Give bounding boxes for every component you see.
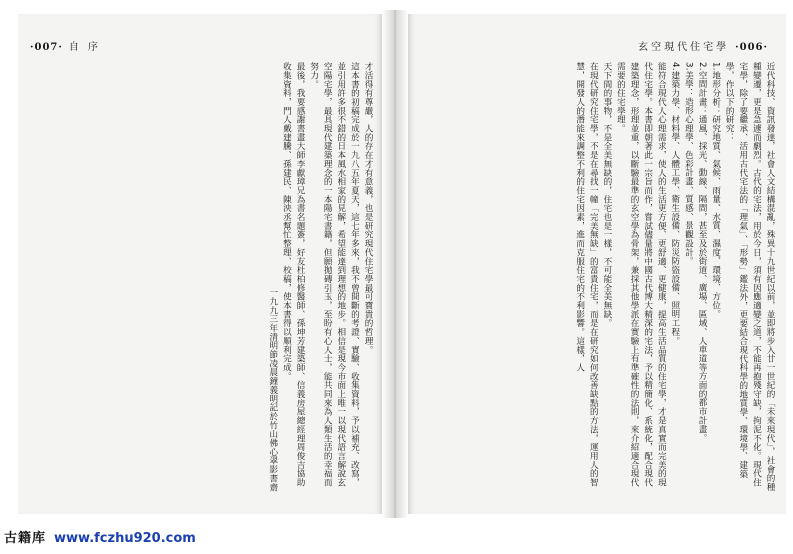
signature-line: 一九九三年清明節凌晨鐘義明記於竹山佛心翠影書齋 (267, 288, 278, 492)
paragraph: 近代科技、資訊發達，社會人文結構混亂，殊異十九世紀以前，並即將步入廿一世紀的「未來現代」，社會的種種變遷，更是急遽而劇烈。古代的宅法，用於今日，須有因應適變之道，不能再抱殘守缺，拘泥不化。現代住宅學，除了要繼承、活用古代宅法的「理氣」、「形勢」鑑法外，更要結合現代科學的地質學、環境學、建築學，作以下的研究： (724, 62, 775, 492)
left-page-header (30, 38, 107, 53)
list-item: 4.建築力學、材料學、人體工學、衛生設備、防災防盜設備、照明工程。 (669, 62, 680, 346)
left-page-text (32, 62, 374, 492)
left-running-title: 自 序 (68, 42, 102, 53)
watermark-site-name: 古籍库 (4, 531, 47, 546)
list-item: 3.美學：造形心理學、色彩計畫、質感、景觀設計。 (683, 62, 694, 266)
site-watermark (4, 527, 196, 546)
right-page-text (418, 62, 776, 492)
paragraph: 這本書的初稿完成於一九八五年夏天，這七年多來，我不曾間斷的考證、實驗、收集資料，予以補充、改寫，並引用許多很不錯的日本風水相家的見解，希望能達到理想的地步。相信是現今市面上唯一以現代語言解說玄空陽宅學，最具現代建築理念的一本陽宅書籍，但願拋磚引玉，至盼有心人士，能共同來為人類生活的幸福而努力。 (308, 62, 360, 487)
right-page-header (632, 38, 768, 53)
right-running-title: 玄空現代住宅學 (638, 42, 730, 53)
book-gutter (382, 10, 408, 518)
watermark-url: www.fczhu920.com (54, 531, 196, 546)
paragraph: 天下間的事物，不是全美無缺的，住宅也是一樣，不可能全美無缺。 (601, 62, 612, 328)
paragraph: 在現代研究住宅學，不是在尋找一幢「完美無缺」的富貴住宅，而是在研究如何改善缺點的方法，運用人的智慧，開發人的潛能來調整不利的住宅因素，進而克服住宅的不利影響。這樣，人 (574, 62, 599, 487)
paragraph: 最後，我要感謝書畫大師李獻璋兄為書名題簽，好友杜柏修醫師、孫坤芳建築師、信義房屋總經理周俊吉協助收集資料，門人戴建騰、孫建民、陳泱丞幫忙整理、校稿，使本書得以順利完成。 (281, 62, 306, 487)
paragraph: 能符合現代人心理需求，使人的生活更方便、更舒適、更健康，提高生活品質的住宅學，才是真實而完美的現代住宅學。本書即朝著此一宗旨而作，嘗試儘量將中國古代博大精深的宅法，予以精簡化、系統化，配合現代建築理念，形理並重，以斷驗最準的玄空學為骨架，兼採其他學派在實驗上有準確性的法則，來介紹適合現代需要的住宅學理。 (615, 62, 667, 487)
right-page (408, 14, 786, 514)
list-item: 1.地形分析：研究地質、氣候、雨量、水質、濕度、環境、方位。 (710, 62, 721, 319)
list-item: 2.空間計畫：通風、採光、動線、隔間，甚至及於街道、廣場、區域、人車道等方面的都市計畫。 (697, 62, 708, 443)
right-page-number: ·006· (735, 42, 768, 53)
paragraph: 才活得有尊嚴，人的存在才有意義，也是研究現代住宅學最可寶貴的哲理。 (363, 62, 373, 355)
left-page (18, 14, 382, 514)
left-page-number: ·007· (30, 42, 63, 53)
